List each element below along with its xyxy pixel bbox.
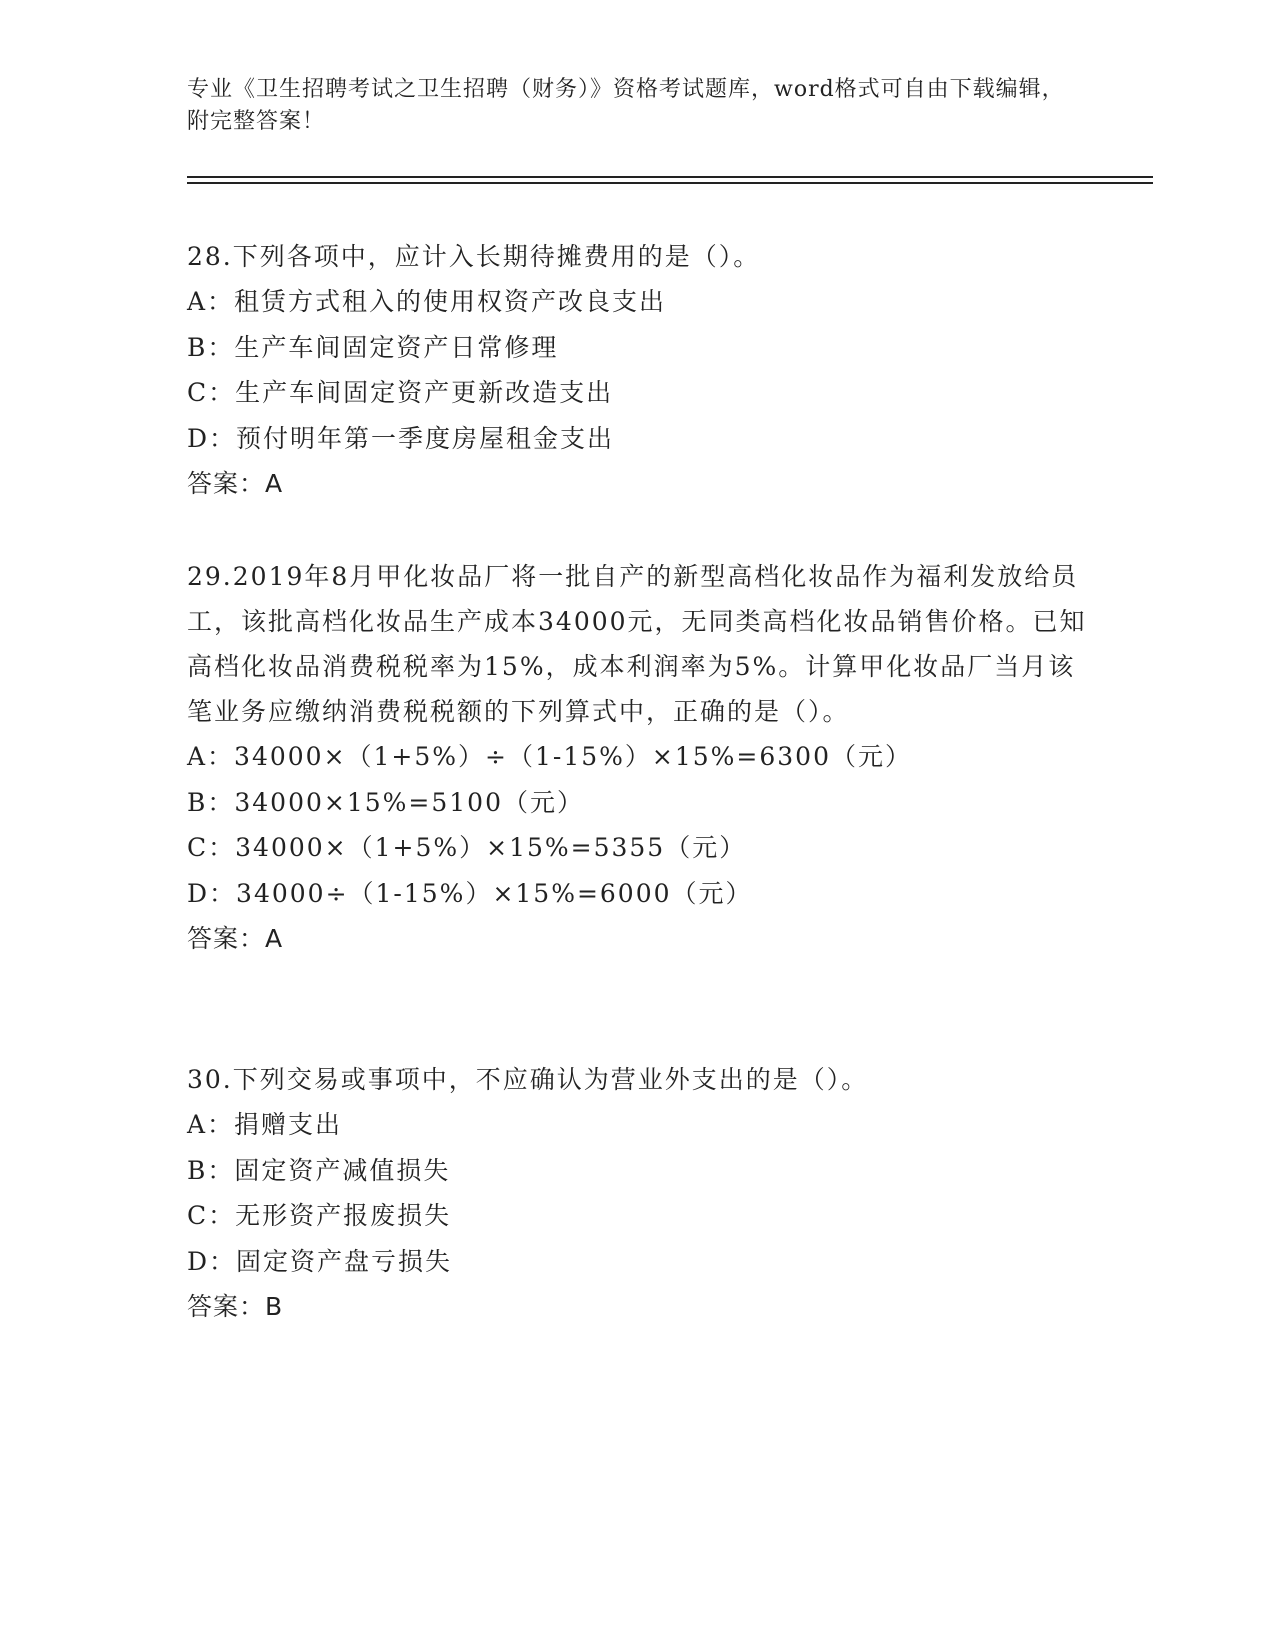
option-a: A：租赁方式租入的使用权资产改良支出 [187,287,667,316]
question-30 [187,1057,1087,1330]
option-d: D：预付明年第一季度房屋租金支出 [187,423,615,453]
option-c: C：34000×（1+5%）×15%=5355（元） [187,833,747,862]
header-divider-bottom [187,182,1153,184]
answer: 答案：B [187,1292,284,1321]
option-b: B：生产车间固定资产日常修理 [187,332,559,362]
header-divider-top [187,176,1153,178]
option-c: C：生产车间固定资产更新改造支出 [187,378,614,407]
option-b: B：固定资产减值损失 [187,1155,451,1185]
option-b: B：34000×15%=5100（元） [187,787,584,817]
question-28 [187,234,1087,507]
option-a: A：捐赠支出 [187,1110,343,1139]
question-29 [187,554,1087,962]
option-a: A：34000×（1+5%）÷（1-15%）×15%=6300（元） [187,742,912,771]
question-stem: 29.2019年8月甲化妆品厂将一批自产的新型高档化妆品作为福利发放给员工，该批高档化妆品生产成本34000元，无同类高档化妆品销售价格。已知高档化妆品消费税税率为15%，成本利润率为5%。计算甲化妆品厂当月该笔业务应缴纳消费税税额的下列算式中，正确的是（）。 [187,562,1087,726]
option-d: D：34000÷（1-15%）×15%=6000（元） [187,878,753,908]
option-d: D：固定资产盘亏损失 [187,1246,453,1276]
answer: 答案：A [187,469,284,498]
answer: 答案：A [187,924,284,953]
question-stem: 28.下列各项中，应计入长期待摊费用的是（）。 [187,242,761,271]
option-c: C：无形资产报废损失 [187,1201,452,1230]
question-stem: 30.下列交易或事项中，不应确认为营业外支出的是（）。 [187,1065,869,1094]
document-header: 专业《卫生招聘考试之卫生招聘（财务）》资格考试题库，word格式可自由下载编辑，附完整答案！ [187,77,1065,134]
